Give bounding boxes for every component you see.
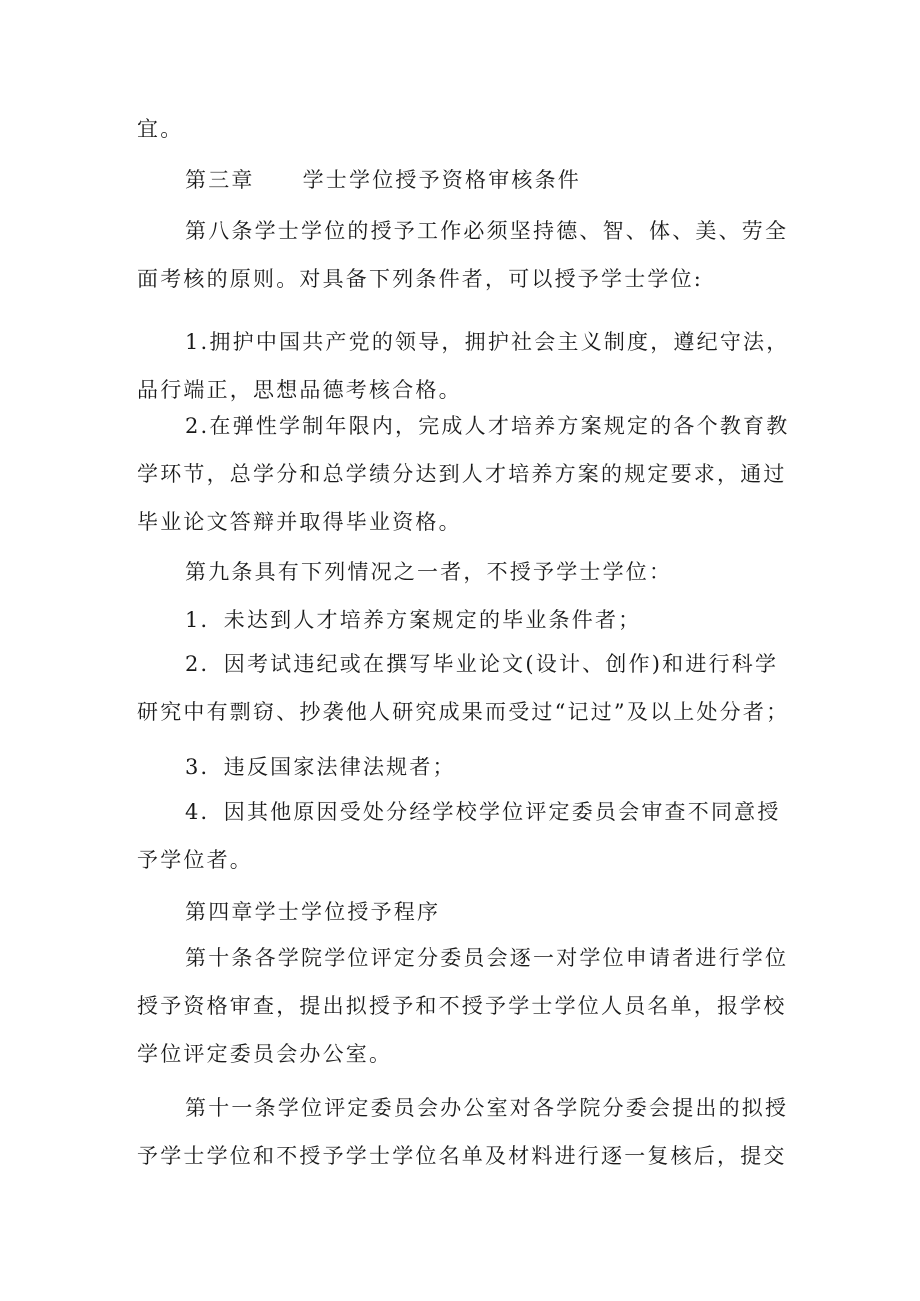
- chapter-4-heading: 第四章学士学位授予程序: [185, 900, 441, 924]
- article-10: 第十条各学院学位评定分委员会逐一对学位申请者进行学位授予资格审查，提出拟授予和不授予学士学位人员名单，报学校学位评定委员会办公室。: [137, 946, 789, 1066]
- article-9: 第九条具有下列情况之一者，不授予学士学位：: [185, 560, 673, 584]
- article-9-item-2: 2．因考试违纪或在撰写毕业论文(设计、创作)和进行科学研究中有剽窃、抄袭他人研究成果而受过“记过”及以上处分者；: [137, 652, 790, 724]
- paragraph-continuation: 宜。: [137, 117, 184, 141]
- article-9-item-4: 4．因其他原因受处分经学校学位评定委员会审查不同意授予学位者。: [137, 800, 781, 872]
- article-11: 第十一条学位评定委员会办公室对各学院分委会提出的拟授予学士学位和不授予学士学位名单及材料进行逐一复核后，提交: [137, 1096, 789, 1168]
- article-8: 第八条学士学位的授予工作必须坚持德、智、体、美、劳全面考核的原则。对具备下列条件者，可以授予学士学位:: [137, 219, 789, 291]
- article-9-item-1: 1．未达到人才培养方案规定的毕业条件者；: [185, 608, 642, 632]
- article-8-item-1: 1.拥护中国共产党的领导，拥护社会主义制度，遵纪守法，品行端正，思想品德考核合格。: [137, 330, 790, 402]
- article-8-item-2: 2.在弹性学制年限内，完成人才培养方案规定的各个教育教学环节，总学分和总学绩分达到人才培养方案的规定要求，通过毕业论文答辩并取得毕业资格。: [137, 414, 790, 534]
- chapter-3-number: 第三章: [185, 168, 255, 192]
- chapter-3-title: 学士学位授予资格审核条件: [302, 168, 582, 192]
- chapter-3-heading: [137, 156, 799, 204]
- article-9-item-3: 3．违反国家法律法规者；: [185, 755, 456, 779]
